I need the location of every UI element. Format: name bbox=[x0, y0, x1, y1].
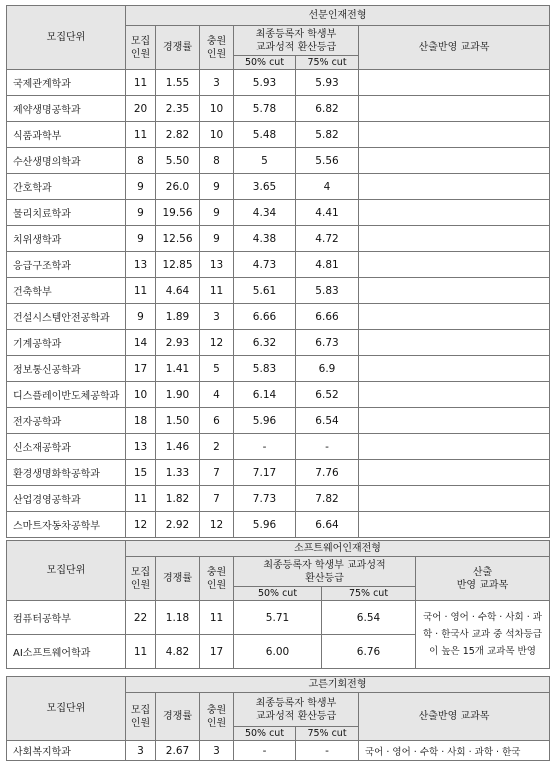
row-cut75: 7.82 bbox=[296, 486, 359, 512]
row-subjects bbox=[359, 226, 550, 252]
row-quota: 22 bbox=[126, 601, 156, 635]
col-grade-header: 최종등록자 학생부 교과성적 환산등급 bbox=[234, 26, 359, 56]
row-subjects: 국어 · 영어 · 수학 · 사회 · 과학 · 한국 bbox=[359, 741, 550, 761]
row-name: 컴퓨터공학부 bbox=[7, 601, 126, 635]
row-quota: 18 bbox=[126, 408, 156, 434]
row-subjects bbox=[359, 122, 550, 148]
row-quota: 17 bbox=[126, 356, 156, 382]
row-name: 신소재공학과 bbox=[7, 434, 126, 460]
row-cut75: 6.73 bbox=[296, 330, 359, 356]
table-row bbox=[7, 174, 550, 200]
row-quota: 13 bbox=[126, 252, 156, 278]
table2-body bbox=[7, 601, 550, 669]
col-subjects-header: 산출반영 교과목 bbox=[359, 693, 550, 741]
row-name: 디스플레이반도체공학과 bbox=[7, 382, 126, 408]
table-row bbox=[7, 434, 550, 460]
col-quota-header: 모집 인원 bbox=[126, 693, 156, 741]
row-cut75: 6.9 bbox=[296, 356, 359, 382]
row-ratio: 1.41 bbox=[156, 356, 200, 382]
row-name: 국제관계학과 bbox=[7, 70, 126, 96]
row-cut50: 5.48 bbox=[234, 122, 296, 148]
row-fill: 17 bbox=[200, 635, 234, 669]
row-cut50: 5.71 bbox=[234, 601, 322, 635]
row-name: 건축학부 bbox=[7, 278, 126, 304]
row-fill: 4 bbox=[200, 382, 234, 408]
row-cut75: 4.81 bbox=[296, 252, 359, 278]
row-cut50: 5.78 bbox=[234, 96, 296, 122]
row-subjects bbox=[359, 408, 550, 434]
row-fill: 11 bbox=[200, 278, 234, 304]
row-quota: 11 bbox=[126, 635, 156, 669]
row-cut75: 6.82 bbox=[296, 96, 359, 122]
row-ratio: 12.56 bbox=[156, 226, 200, 252]
row-quota: 9 bbox=[126, 226, 156, 252]
row-subjects bbox=[359, 200, 550, 226]
row-subjects bbox=[359, 356, 550, 382]
row-cut75: 6.64 bbox=[296, 512, 359, 538]
row-subjects bbox=[359, 148, 550, 174]
row-cut75: 4 bbox=[296, 174, 359, 200]
row-fill: 3 bbox=[200, 741, 234, 761]
row-name: 기계공학과 bbox=[7, 330, 126, 356]
row-subjects bbox=[359, 330, 550, 356]
row-name: 물리치료학과 bbox=[7, 200, 126, 226]
row-name: 정보통신공학과 bbox=[7, 356, 126, 382]
row-name: 스마트자동차공학부 bbox=[7, 512, 126, 538]
row-fill: 9 bbox=[200, 174, 234, 200]
row-quota: 9 bbox=[126, 174, 156, 200]
row-fill: 11 bbox=[200, 601, 234, 635]
row-ratio: 1.89 bbox=[156, 304, 200, 330]
row-subjects bbox=[359, 252, 550, 278]
row-fill: 3 bbox=[200, 70, 234, 96]
table-equal-opportunity bbox=[6, 676, 550, 761]
row-ratio: 2.35 bbox=[156, 96, 200, 122]
table-row bbox=[7, 330, 550, 356]
row-ratio: 2.92 bbox=[156, 512, 200, 538]
row-quota: 8 bbox=[126, 148, 156, 174]
row-quota: 10 bbox=[126, 382, 156, 408]
col-ratio-header: 경쟁률 bbox=[156, 26, 200, 70]
row-cut50: 3.65 bbox=[234, 174, 296, 200]
row-cut50: - bbox=[234, 741, 296, 761]
table-row bbox=[7, 96, 550, 122]
col-fill-header: 충원 인원 bbox=[200, 26, 234, 70]
row-fill: 3 bbox=[200, 304, 234, 330]
row-cut50: 6.66 bbox=[234, 304, 296, 330]
row-fill: 13 bbox=[200, 252, 234, 278]
table-row bbox=[7, 148, 550, 174]
table-software-talent bbox=[6, 540, 550, 669]
row-ratio: 2.93 bbox=[156, 330, 200, 356]
table-row bbox=[7, 70, 550, 96]
col-grade-header: 최종등록자 학생부 교과성적 환산등급 bbox=[234, 693, 359, 727]
row-cut75: 6.76 bbox=[322, 635, 416, 669]
row-cut50: 4.38 bbox=[234, 226, 296, 252]
row-subjects bbox=[359, 96, 550, 122]
row-cut75: - bbox=[296, 741, 359, 761]
col-cut75-header: 75% cut bbox=[322, 587, 416, 601]
table2-title: 소프트웨어인재전형 bbox=[126, 541, 550, 557]
row-fill: 7 bbox=[200, 460, 234, 486]
table-row bbox=[7, 226, 550, 252]
row-quota: 11 bbox=[126, 70, 156, 96]
col-cut50-header: 50% cut bbox=[234, 727, 296, 741]
row-cut50: 6.32 bbox=[234, 330, 296, 356]
row-subjects bbox=[359, 382, 550, 408]
row-ratio: 1.90 bbox=[156, 382, 200, 408]
row-ratio: 26.0 bbox=[156, 174, 200, 200]
col-subjects-header: 산출반영 교과목 bbox=[359, 26, 550, 70]
row-cut75: 5.83 bbox=[296, 278, 359, 304]
row-ratio: 1.18 bbox=[156, 601, 200, 635]
row-name: 식품과학부 bbox=[7, 122, 126, 148]
row-cut50: - bbox=[234, 434, 296, 460]
col-fill-header: 충원 인원 bbox=[200, 693, 234, 741]
row-fill: 2 bbox=[200, 434, 234, 460]
col-ratio-header: 경쟁률 bbox=[156, 557, 200, 601]
table-row bbox=[7, 486, 550, 512]
col-fill-header: 충원 인원 bbox=[200, 557, 234, 601]
col-cut50-header: 50% cut bbox=[234, 587, 322, 601]
row-subjects bbox=[359, 304, 550, 330]
row-quota: 9 bbox=[126, 304, 156, 330]
row-name: 산업경영공학과 bbox=[7, 486, 126, 512]
row-cut75: 6.54 bbox=[322, 601, 416, 635]
table-row bbox=[7, 512, 550, 538]
row-cut75: 4.72 bbox=[296, 226, 359, 252]
row-cut75: 5.56 bbox=[296, 148, 359, 174]
col-subjects-header: 산출 반영 교과목 bbox=[416, 557, 550, 601]
row-cut50: 7.17 bbox=[234, 460, 296, 486]
row-cut75: 5.93 bbox=[296, 70, 359, 96]
row-ratio: 1.33 bbox=[156, 460, 200, 486]
row-quota: 12 bbox=[126, 512, 156, 538]
col-unit-header: 모집단위 bbox=[7, 541, 126, 601]
table3-title: 고른기회전형 bbox=[126, 677, 550, 693]
row-fill: 9 bbox=[200, 200, 234, 226]
row-subjects bbox=[359, 460, 550, 486]
row-name: 수산생명의학과 bbox=[7, 148, 126, 174]
table3-body bbox=[7, 741, 550, 761]
row-cut75: - bbox=[296, 434, 359, 460]
row-name: 제약생명공학과 bbox=[7, 96, 126, 122]
row-name: 전자공학과 bbox=[7, 408, 126, 434]
col-unit-header: 모집단위 bbox=[7, 677, 126, 741]
table-row bbox=[7, 356, 550, 382]
row-subjects: 국어 · 영어 · 수학 · 사회 · 과학 · 한국사 교과 중 석차등급이 높은 15개 교과목 반영 bbox=[416, 601, 550, 669]
row-subjects bbox=[359, 70, 550, 96]
row-ratio: 12.85 bbox=[156, 252, 200, 278]
col-cut50-header: 50% cut bbox=[234, 56, 296, 70]
row-subjects bbox=[359, 434, 550, 460]
row-quota: 13 bbox=[126, 434, 156, 460]
col-grade-header: 최종등록자 학생부 교과성적 환산등급 bbox=[234, 557, 416, 587]
table-row bbox=[7, 460, 550, 486]
row-cut50: 5.61 bbox=[234, 278, 296, 304]
row-cut75: 6.52 bbox=[296, 382, 359, 408]
row-ratio: 2.67 bbox=[156, 741, 200, 761]
row-name: 치위생학과 bbox=[7, 226, 126, 252]
table-row bbox=[7, 601, 550, 635]
row-quota: 9 bbox=[126, 200, 156, 226]
row-ratio: 4.82 bbox=[156, 635, 200, 669]
row-quota: 11 bbox=[126, 122, 156, 148]
row-ratio: 2.82 bbox=[156, 122, 200, 148]
row-cut50: 5.93 bbox=[234, 70, 296, 96]
col-quota-header: 모집 인원 bbox=[126, 557, 156, 601]
table-row bbox=[7, 741, 550, 761]
row-ratio: 5.50 bbox=[156, 148, 200, 174]
row-cut75: 6.54 bbox=[296, 408, 359, 434]
table-row bbox=[7, 122, 550, 148]
row-cut75: 7.76 bbox=[296, 460, 359, 486]
row-name: 간호학과 bbox=[7, 174, 126, 200]
col-quota-header: 모집 인원 bbox=[126, 26, 156, 70]
row-cut50: 5.96 bbox=[234, 408, 296, 434]
row-ratio: 1.46 bbox=[156, 434, 200, 460]
row-name: 건설시스템안전공학과 bbox=[7, 304, 126, 330]
row-ratio: 19.56 bbox=[156, 200, 200, 226]
row-name: AI소프트웨어학과 bbox=[7, 635, 126, 669]
table-row bbox=[7, 304, 550, 330]
row-cut50: 5.96 bbox=[234, 512, 296, 538]
table1-title: 선문인재전형 bbox=[126, 6, 550, 26]
row-cut50: 4.34 bbox=[234, 200, 296, 226]
row-fill: 6 bbox=[200, 408, 234, 434]
col-ratio-header: 경쟁률 bbox=[156, 693, 200, 741]
row-fill: 10 bbox=[200, 96, 234, 122]
row-ratio: 1.55 bbox=[156, 70, 200, 96]
row-name: 환경생명화학공학과 bbox=[7, 460, 126, 486]
row-cut50: 4.73 bbox=[234, 252, 296, 278]
row-cut50: 5.83 bbox=[234, 356, 296, 382]
row-fill: 12 bbox=[200, 330, 234, 356]
row-fill: 8 bbox=[200, 148, 234, 174]
row-quota: 3 bbox=[126, 741, 156, 761]
row-quota: 20 bbox=[126, 96, 156, 122]
row-ratio: 4.64 bbox=[156, 278, 200, 304]
row-fill: 10 bbox=[200, 122, 234, 148]
row-cut75: 4.41 bbox=[296, 200, 359, 226]
row-subjects bbox=[359, 486, 550, 512]
table-seonmun-talent bbox=[6, 5, 550, 538]
col-cut75-header: 75% cut bbox=[296, 56, 359, 70]
row-name: 사회복지학과 bbox=[7, 741, 126, 761]
row-subjects bbox=[359, 174, 550, 200]
row-name: 응급구조학과 bbox=[7, 252, 126, 278]
row-cut50: 7.73 bbox=[234, 486, 296, 512]
row-cut50: 6.14 bbox=[234, 382, 296, 408]
row-cut50: 6.00 bbox=[234, 635, 322, 669]
row-quota: 11 bbox=[126, 486, 156, 512]
row-ratio: 1.50 bbox=[156, 408, 200, 434]
table-row bbox=[7, 252, 550, 278]
table1-body bbox=[7, 70, 550, 538]
row-subjects bbox=[359, 278, 550, 304]
row-fill: 7 bbox=[200, 486, 234, 512]
row-subjects bbox=[359, 512, 550, 538]
table-row bbox=[7, 200, 550, 226]
row-cut50: 5 bbox=[234, 148, 296, 174]
row-quota: 14 bbox=[126, 330, 156, 356]
row-ratio: 1.82 bbox=[156, 486, 200, 512]
table-row bbox=[7, 408, 550, 434]
row-cut75: 5.82 bbox=[296, 122, 359, 148]
row-cut75: 6.66 bbox=[296, 304, 359, 330]
row-fill: 5 bbox=[200, 356, 234, 382]
row-quota: 15 bbox=[126, 460, 156, 486]
row-fill: 12 bbox=[200, 512, 234, 538]
table-row bbox=[7, 382, 550, 408]
col-cut75-header: 75% cut bbox=[296, 727, 359, 741]
table-row bbox=[7, 278, 550, 304]
col-unit-header: 모집단위 bbox=[7, 6, 126, 70]
row-fill: 9 bbox=[200, 226, 234, 252]
row-quota: 11 bbox=[126, 278, 156, 304]
